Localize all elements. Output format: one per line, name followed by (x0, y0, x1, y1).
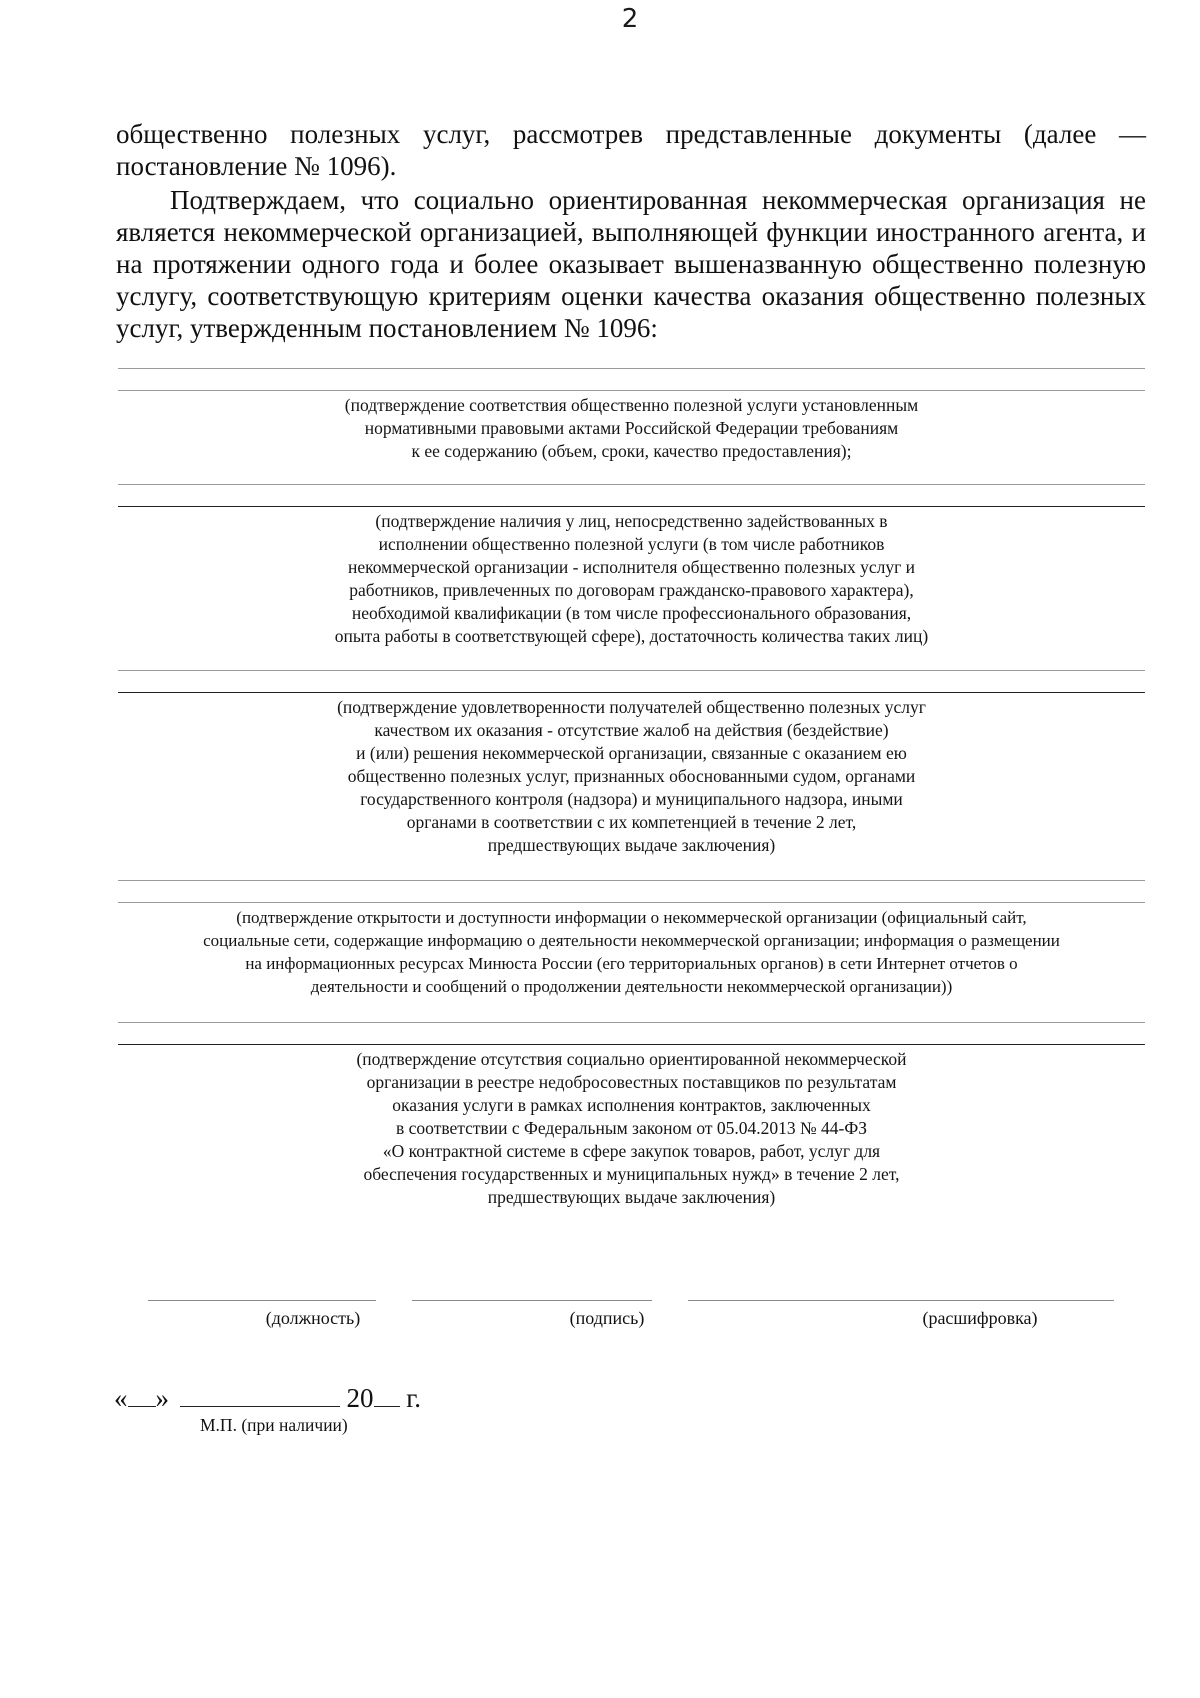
close-quote: » (155, 1383, 169, 1413)
caption-line: социальные сети, содержащие информацию о деятельности некоммерческой организации; информация о размещении (203, 931, 1060, 950)
caption-line: исполнении общественно полезной услуги (в том числе работников (378, 534, 885, 554)
intro-paragraph: общественно полезных услуг, рассмотрев представленные документы (далее — постановление № 1096). (116, 119, 1146, 181)
caption-line: общественно полезных услуг, признанных обоснованными судом, органами (347, 766, 916, 786)
caption-line: необходимой квалификации (в том числе профессионального образования, (351, 603, 912, 623)
month-blank[interactable] (180, 1384, 340, 1407)
year-suffix: г. (406, 1383, 422, 1413)
confirmation-paragraph: Подтверждаем, что социально ориентированная некоммерческая организация не является некоммерческой организацией, выполняющей функции иностранного агента, и на протяжении одного года и более оказывает вышеназванную общественно полезную услугу, соответствующую критериям оценки качества оказания общественно полезных услуг, утвержденным постановлением № 1096: (116, 185, 1146, 343)
fill-line[interactable] (118, 484, 1145, 485)
caption-staff-qualification (118, 510, 1145, 648)
year-prefix: 20 (346, 1383, 374, 1413)
caption-line: опыта работы в соответствующей сфере), достаточность количества таких лиц) (334, 626, 929, 646)
caption-line: работников, привлеченных по договорам гражданско-правового характера), (349, 580, 914, 600)
caption-line: организации в реестре недобросовестных поставщиков по результатам (366, 1072, 897, 1092)
year-blank[interactable] (374, 1384, 400, 1407)
fill-line[interactable] (118, 1044, 1145, 1045)
position-line[interactable] (148, 1300, 376, 1301)
caption-requirements-compliance (118, 394, 1145, 463)
fill-line[interactable] (118, 1022, 1145, 1023)
fill-line[interactable] (118, 670, 1145, 671)
fill-line[interactable] (118, 506, 1145, 507)
open-quote: « (114, 1383, 128, 1413)
fill-line[interactable] (118, 390, 1145, 391)
caption-line: обеспечения государственных и муниципальных нужд» в течение 2 лет, (363, 1164, 900, 1184)
caption-line: (подтверждение отсутствия социально ориентированной некоммерческой (356, 1049, 907, 1069)
caption-line: на информационных ресурсах Минюста России (его территориальных органов) в сети Интернет отчетов о (245, 954, 1018, 973)
caption-line: предшествующих выдаче заключения) (487, 1187, 776, 1207)
caption-line: нормативными правовыми актами Российской Федерации требованиям (364, 418, 899, 438)
caption-information-openness (118, 906, 1145, 998)
caption-line: органами в соответствии с их компетенцией в течение 2 лет, (406, 812, 857, 832)
day-blank[interactable] (128, 1384, 156, 1407)
caption-line: (подтверждение соответствия общественно полезной услуги установленным (344, 395, 919, 415)
stamp-note: М.П. (при наличии) (200, 1415, 348, 1435)
fill-line[interactable] (118, 692, 1145, 693)
fill-line[interactable] (118, 902, 1145, 903)
caption-line: деятельности и сообщений о продолжении деятельности некоммерческой организации)) (310, 977, 953, 996)
caption-line: некоммерческой организации - исполнителя общественно полезных услуг и (347, 557, 916, 577)
caption-line: в соответствии с Федеральным законом от 05.04.2013 № 44-ФЗ (396, 1118, 867, 1138)
signature-line[interactable] (412, 1300, 652, 1301)
caption-line: (подтверждение наличия у лиц, непосредственно задействованных в (375, 511, 888, 531)
caption-unscrupulous-suppliers-registry (118, 1048, 1145, 1209)
decoding-line[interactable] (688, 1300, 1114, 1301)
caption-line: качеством их оказания - отсутствие жалоб на действия (бездействие) (374, 720, 889, 740)
caption-line: к ее содержанию (объем, сроки, качество предоставления); (411, 441, 852, 461)
caption-line: (подтверждение открытости и доступности информации о некоммерческой организации (официальный сайт, (236, 908, 1027, 927)
caption-line: предшествующих выдаче заключения) (487, 835, 776, 855)
caption-line: государственного контроля (надзора) и муниципального надзора, иными (360, 789, 903, 809)
caption-line: (подтверждение удовлетворенности получателей общественно полезных услуг (337, 697, 926, 717)
position-label: (должность) (265, 1308, 361, 1328)
caption-recipient-satisfaction (118, 696, 1145, 857)
caption-line: и (или) решения некоммерческой организации, связанные с оказанием ею (356, 743, 907, 763)
page-number: 2 (621, 4, 639, 34)
date-line (114, 1382, 421, 1414)
caption-line: «О контрактной системе в сфере закупок товаров, работ, услуг для (382, 1141, 881, 1161)
decoding-label: (расшифровка) (922, 1308, 1038, 1328)
fill-line[interactable] (118, 368, 1145, 369)
signature-label: (подпись) (569, 1308, 645, 1328)
fill-line[interactable] (118, 880, 1145, 881)
caption-line: оказания услуги в рамках исполнения контрактов, заключенных (392, 1095, 871, 1115)
